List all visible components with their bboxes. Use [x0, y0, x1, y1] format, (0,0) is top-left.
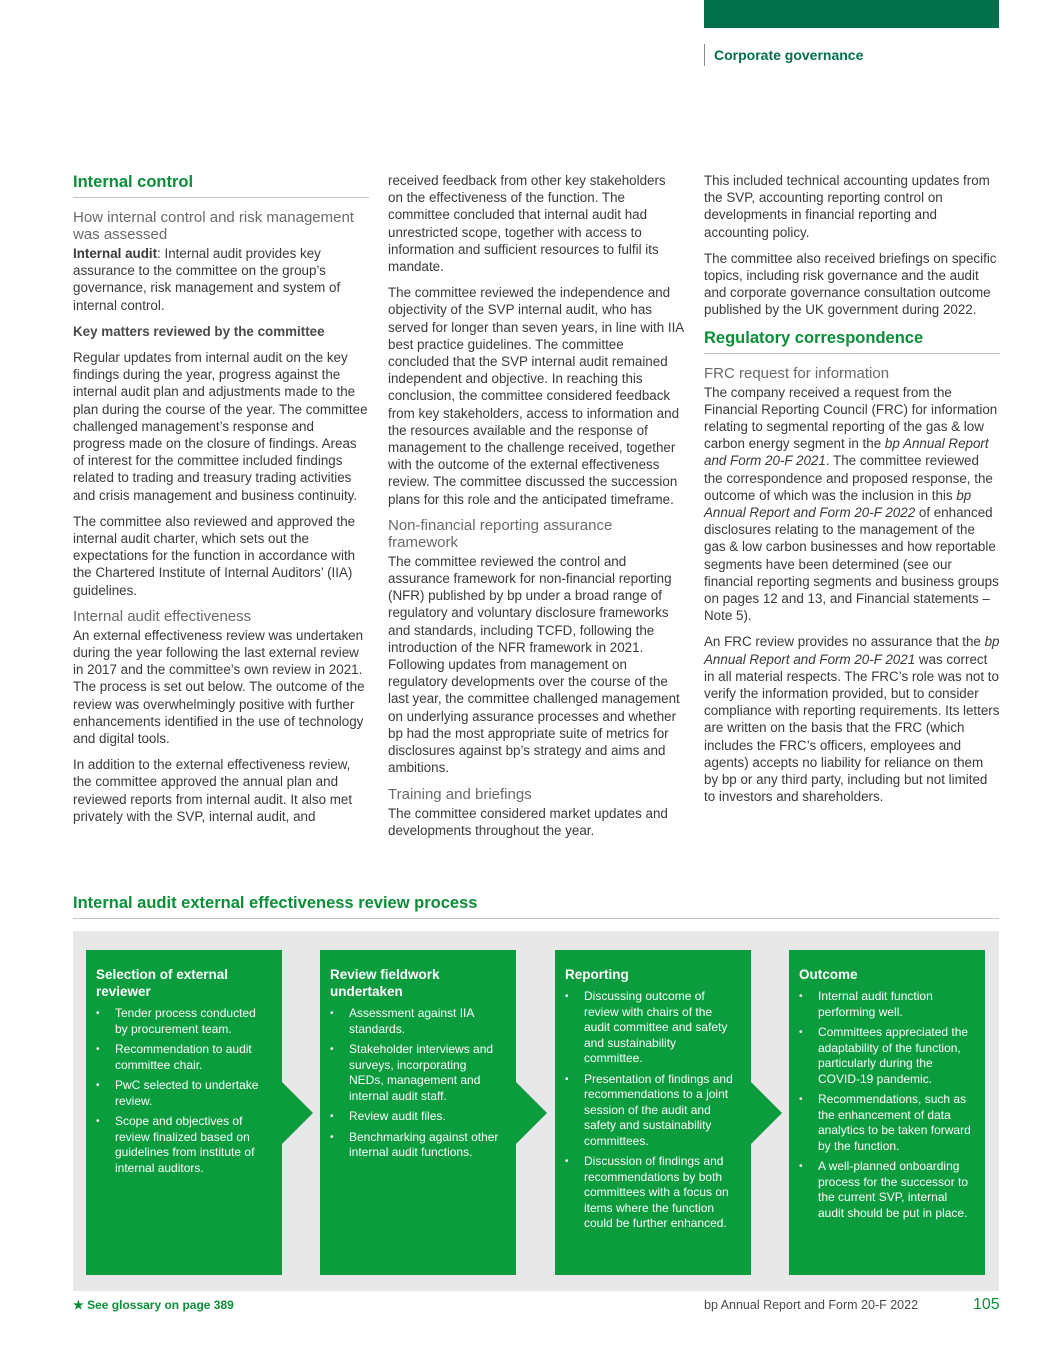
list-item: • Benchmarking against other internal audit functions. — [330, 1130, 502, 1161]
list-item: • Tender process conducted by procurement team. — [96, 1006, 268, 1037]
report-title: bp Annual Report and Form 20-F 2022 — [704, 1298, 919, 1312]
subheading-training: Training and briefings — [388, 785, 532, 803]
subheading-nfr-framework: Non-financial reporting assurance framework — [388, 516, 613, 551]
list-item: • Review audit files. — [330, 1109, 502, 1125]
paragraph: The committee reviewed the control and assurance framework for non-financial reporting (NFR) published by bp under a broad range of regulatory and voluntary disclosure frameworks and standards, including TCFD, following the introduction of the NFR framework in 2021. Following updates from management on regulatory developments over the course of the last year, the committee challenged management on underlying assurance processes and whether bp had the most appropriate suite of metrics for disclosures against bp’s strategy and aims and ambitions. — [388, 553, 680, 776]
list-item: • A well-planned onboarding process for the successor to the current SVP, internal audit should be put in place. — [799, 1159, 971, 1221]
step-list — [330, 1006, 502, 1161]
step-list — [96, 1006, 268, 1176]
step-title: Reporting — [565, 967, 629, 982]
paragraph: An external effectiveness review was undertaken during the year following the last external review in 2017 and the committee’s own review in 2021. The process is set out below. The outcome of the review was overwhelmingly positive with further enhancements identified in the use of technology and digital tools. — [73, 627, 365, 747]
heading-internal-control: Internal control — [73, 172, 369, 198]
list-item: • Internal audit function performing well. — [799, 989, 971, 1020]
list-item: • Assessment against IIA standards. — [330, 1006, 502, 1037]
arrow-icon — [750, 1081, 782, 1145]
list-item: • Presentation of findings and recommendations to a joint session of the audit and safety and sustainability committees. — [565, 1072, 737, 1150]
step-list — [565, 989, 737, 1232]
key-matters-label: Key matters reviewed by the committee — [73, 323, 325, 339]
list-item: • Stakeholder interviews and surveys, incorporating NEDs, management and internal audit staff. — [330, 1042, 502, 1104]
header-color-bar — [704, 0, 999, 28]
paragraph: received feedback from other key stakeholders on the effectiveness of the function. The committee concluded that internal audit had unrestricted scope, together with access to information and sufficient resources to fulfil its mandate. — [388, 173, 666, 275]
list-item: • Recommendations, such as the enhancement of data analytics to be taken forward by the function. — [799, 1092, 971, 1154]
step-title: Outcome — [799, 967, 858, 982]
list-item: • Scope and objectives of review finalized based on guidelines from institute of internal auditors. — [96, 1114, 268, 1176]
paragraph: The committee considered market updates and developments throughout the year. — [388, 805, 668, 838]
process-title: Internal audit external effectiveness review process — [73, 893, 999, 919]
subheading-frc-request: FRC request for information — [704, 364, 890, 382]
paragraph: An FRC review provides no assurance that the bp Annual Report and Form 20-F 2021 was correct in all material respects. The FRC’s role was not to verify the information provided, but to consider compliance with reporting requirements. Its letters are written on the basis that the FRC (which includes the FRC’s officers, employees and agents) accepts no liability for reliance on them by bp or any third party, including but not limited to investors and shareholders. — [704, 634, 1000, 805]
step-title: Review fieldwork undertaken — [330, 967, 440, 999]
arrow-icon — [515, 1081, 547, 1145]
process-step-fieldwork — [320, 950, 516, 1275]
list-item: • Discussion of findings and recommendations by both committees with a focus on items where the function could be further enhanced. — [565, 1154, 737, 1232]
arrow-icon — [281, 1081, 313, 1145]
subheading-effectiveness: Internal audit effectiveness — [73, 607, 252, 625]
section-label: Corporate governance — [704, 44, 863, 66]
glossary-link[interactable]: ★ See glossary on page 389 — [73, 1298, 234, 1312]
process-step-selection — [86, 950, 282, 1275]
paragraph: The committee also received briefings on specific topics, including risk governance and the audit and corporate governance consultation outcome published by the UK government during 2022. — [704, 250, 997, 318]
paragraph: Internal audit: Internal audit provides key assurance to the committee on the group’s governance, risk management and system of internal control. — [73, 246, 341, 313]
paragraph: The committee also reviewed and approved the internal audit charter, which sets out the expectations for the function in accordance with the Chartered Institute of Internal Auditors’ (IIA) guidelines. — [73, 513, 356, 598]
list-item: • Committees appreciated the adaptability of the function, particularly during the COVID-19 pandemic. — [799, 1025, 971, 1087]
step-list — [799, 989, 971, 1221]
list-item: • PwC selected to undertake review. — [96, 1078, 268, 1109]
paragraph: The committee reviewed the independence and objectivity of the SVP internal audit, who has served for longer than seven years, in line with IIA best practice guidelines. The committee concluded that the SVP internal audit remained independent and objective. In reaching this conclusion, the committee considered feedback from key stakeholders, access to information and the resources available and the response of management to the challenge received, together with the outcome of the external effectiveness review. The committee discussed the succession plans for this role and the anticipated timeframe. — [388, 285, 684, 507]
step-title: Selection of external reviewer — [96, 967, 229, 999]
process-step-outcome — [789, 950, 985, 1275]
page-number: 105 — [973, 1296, 1000, 1313]
paragraph: In addition to the external effectiveness review, the committee approved the annual plan and reviewed reports from internal audit. It also met privately with the SVP, internal audit, and — [73, 757, 353, 824]
paragraph: This included technical accounting updates from the SVP, accounting reporting control on developments in financial reporting and accounting policy. — [704, 173, 990, 240]
lead-term: Internal audit — [73, 246, 158, 261]
column-2 — [388, 172, 684, 848]
heading-regulatory-correspondence: Regulatory correspondence — [704, 328, 1000, 354]
list-item: • Recommendation to audit committee chair. — [96, 1042, 268, 1073]
column-3 — [704, 172, 1000, 815]
paragraph: Regular updates from internal audit on the key findings during the year, progress against the internal audit plan and adjustments made to the plan during the course of the year. The committee challenged management’s response and progress made on the closure of findings. Areas of interest for the committee included findings related to trading and treasury trading activities and crisis management and business continuity. — [73, 350, 368, 503]
list-item: • Discussing outcome of review with chairs of the audit committee and safety and sustainability committee. — [565, 989, 737, 1067]
process-step-reporting — [555, 950, 751, 1275]
column-1 — [73, 172, 369, 834]
subheading-how-assessed: How internal control and risk management was assessed — [73, 209, 354, 243]
paragraph: The company received a request from the Financial Reporting Council (FRC) for information relating to segmental reporting of the gas & low carbon energy segment in the bp Annual Report and Form 20-F 2021. The committee reviewed the correspondence and proposed response, the outcome of which was the inclusion in this bp Annual Report and Form 20-F 2022 of enhanced disclosures relating to the management of the gas & low carbon businesses and how reportable segments have been determined (see our financial reporting segments and business groups on pages 12 and 13, and Financial statements – Note 5). — [704, 384, 999, 624]
